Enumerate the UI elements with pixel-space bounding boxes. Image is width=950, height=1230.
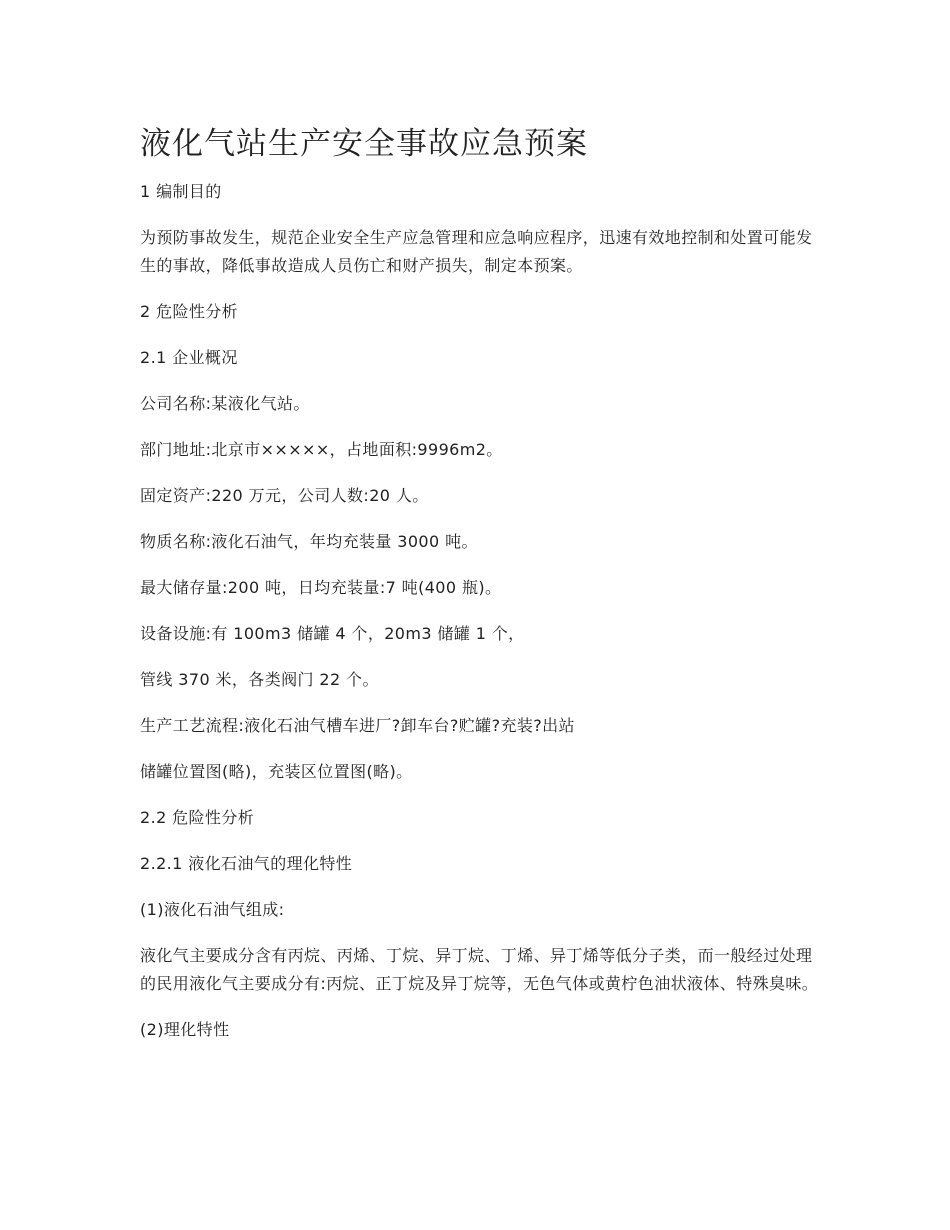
subsection-heading: 2.2.1 液化石油气的理化特性 <box>140 854 353 873</box>
body-paragraph: 固定资产:220 万元，公司人数:20 人。 <box>140 486 429 505</box>
body-paragraph: 管线 370 米，各类阀门 22 个。 <box>140 670 379 689</box>
subsection-heading: 2.2 危险性分析 <box>140 808 255 827</box>
document-page <box>140 122 820 1062</box>
subsection-heading: 2.1 企业概况 <box>140 348 238 367</box>
body-paragraph: (2)理化特性 <box>140 1020 230 1039</box>
body-paragraph: 最大储存量:200 吨，日均充装量:7 吨(400 瓶)。 <box>140 578 502 597</box>
section-heading: 2 危险性分析 <box>140 302 239 321</box>
body-paragraph: 液化气主要成分含有丙烷、丙烯、丁烷、异丁烷、丁烯、异丁烯等低分子类，而一般经过处理的民用液化气主要成分有:丙烷、正丁烷及异丁烷等，无色气体或黄柠色油状液体、特殊臭味。 <box>140 946 819 993</box>
body-paragraph: 公司名称:某液化气站。 <box>140 394 310 413</box>
body-paragraph: 生产工艺流程:液化石油气槽车进厂?卸车台?贮罐?充装?出站 <box>140 716 575 735</box>
body-paragraph: (1)液化石油气组成: <box>140 900 285 919</box>
body-paragraph: 储罐位置图(略)，充装区位置图(略)。 <box>140 762 413 781</box>
body-paragraph: 为预防事故发生，规范企业安全生产应急管理和应急响应程序，迅速有效地控制和处置可能发生的事故，降低事故造成人员伤亡和财产损失，制定本预案。 <box>140 228 813 275</box>
body-paragraph: 物质名称:液化石油气，年均充装量 3000 吨。 <box>140 532 478 551</box>
section-heading: 1 编制目的 <box>140 182 222 201</box>
body-paragraph: 部门地址:北京市×××××，占地面积:9996m2。 <box>140 440 503 459</box>
body-paragraph: 设备设施:有 100m3 储罐 4 个，20m3 储罐 1 个， <box>140 624 525 643</box>
page-title: 液化气站生产安全事故应急预案 <box>140 126 588 162</box>
